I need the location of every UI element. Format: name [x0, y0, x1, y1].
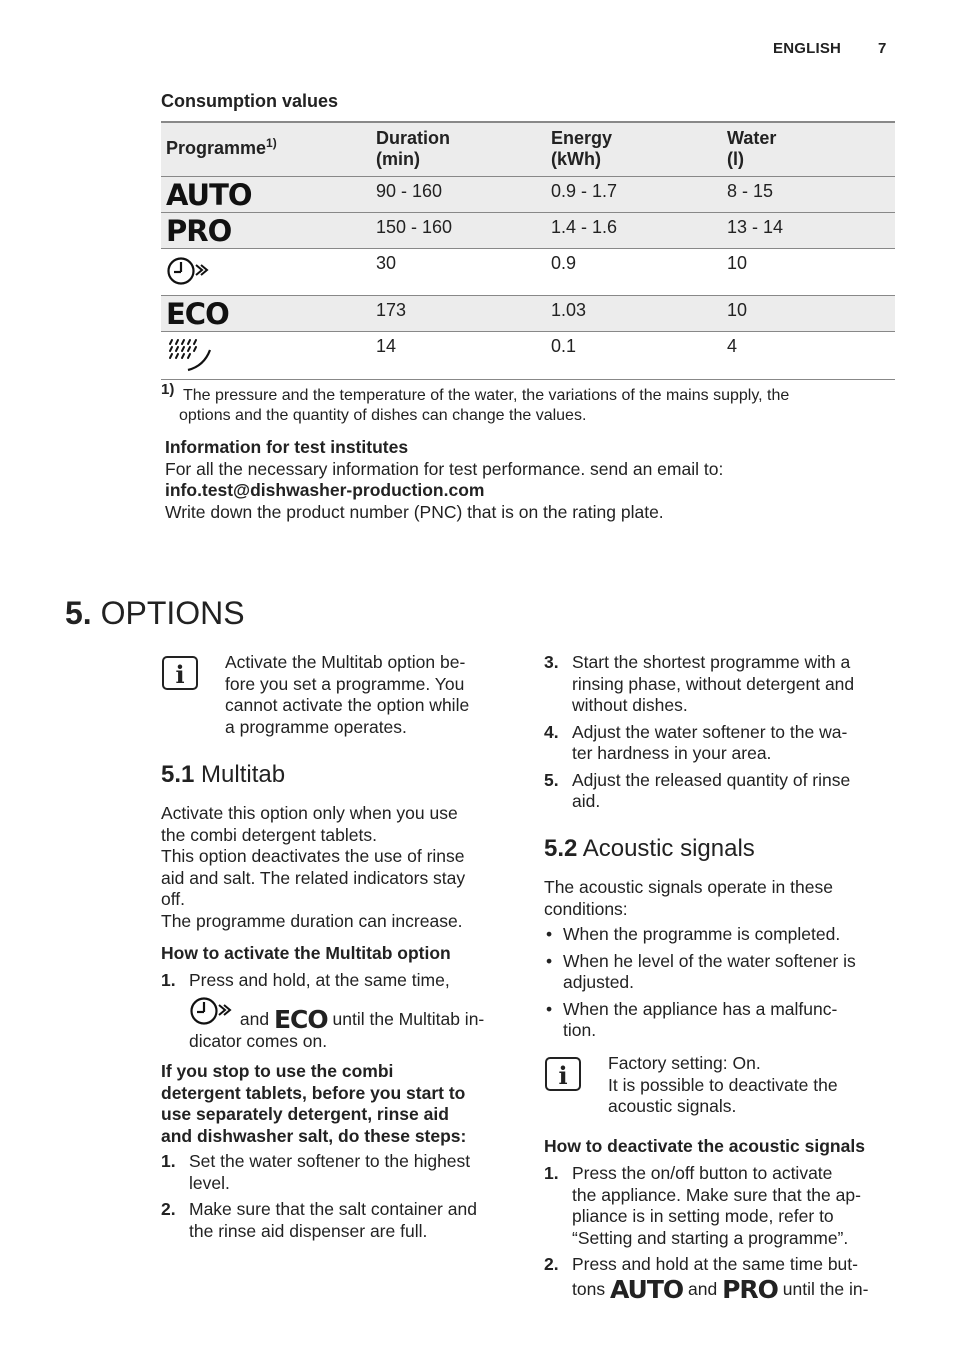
list-item [544, 999, 904, 1042]
text-line: dicator comes on. [189, 1030, 328, 1051]
note-line: fore you set a programme. You [225, 673, 465, 694]
quick-clock-icon [189, 995, 235, 1031]
text-line: rinsing phase, without detergent and [572, 673, 855, 694]
info-icon: i [162, 656, 198, 690]
text-line: ter hardness in your area. [572, 743, 772, 763]
list-item [544, 770, 904, 813]
auto-programme-icon: AUTO [161, 177, 371, 213]
stop-instructions [161, 1061, 466, 1147]
cell-duration: 14 [371, 332, 546, 380]
text-line: the appliance. Make sure that the ap- [572, 1184, 861, 1205]
footnote-marker: 1) [161, 381, 175, 398]
text-line: use separately detergent, rinse aid [161, 1104, 449, 1124]
text-line [189, 995, 521, 1034]
acoustic-heading [544, 835, 755, 863]
section-title: OPTIONS [100, 595, 245, 631]
text-line: Activate this option only when you use [161, 803, 458, 823]
auto-programme-icon: AUTO [609, 1274, 684, 1304]
text-line: and dishwasher salt, do these steps: [161, 1125, 467, 1146]
text-line [572, 1274, 904, 1304]
step-number: 1. [161, 970, 176, 990]
text-line: the combi detergent tablets. [161, 824, 377, 845]
eco-programme-icon: ECO [273, 1004, 328, 1034]
cell-energy: 1.4 - 1.6 [546, 213, 722, 249]
rinse-spray-icon [161, 332, 371, 380]
cell-energy: 0.9 - 1.7 [546, 177, 722, 213]
text-and: and [688, 1278, 718, 1299]
text-line: • When the programme is completed. [563, 924, 841, 944]
cell-water: 8 - 15 [722, 177, 895, 213]
step-number: 2. [544, 1254, 559, 1274]
stop-steps-left [161, 1151, 521, 1242]
text-line: without dishes. [572, 695, 688, 715]
info-note [225, 652, 469, 738]
text-line: Press and hold, at the same time, [189, 970, 450, 990]
table-row [161, 177, 895, 213]
step-number: 1. [161, 1151, 176, 1171]
list-item [544, 1163, 904, 1249]
multitab-heading [161, 761, 285, 789]
test-institutes-line: Write down the product number (PNC) that is on the rating plate. [165, 501, 664, 522]
info-icon: i [545, 1057, 581, 1091]
step-number: 3. [544, 652, 559, 672]
table-header-row [161, 122, 895, 177]
step-number: 1. [544, 1163, 559, 1183]
text-line: the rinse aid dispenser are full. [189, 1220, 428, 1241]
list-item [544, 924, 904, 946]
cell-water: 10 [722, 296, 895, 332]
text-line: • When the appliance has a malfunc- [563, 998, 838, 1019]
eco-programme-icon: ECO [161, 296, 371, 332]
text-line: pliance is in setting mode, refer to [572, 1206, 834, 1226]
cell-energy: 0.1 [546, 332, 722, 380]
col-energy: Energy (kWh) [546, 122, 722, 177]
list-item [161, 1151, 521, 1194]
test-institutes-title: Information for test institutes [165, 437, 409, 457]
text-line: tion. [563, 1020, 597, 1040]
text-line: The programme duration can increase. [161, 910, 463, 931]
text-and: and [239, 1008, 270, 1029]
text-line: • When he level of the water softener is [563, 950, 856, 971]
note-line: cannot activate the option while [225, 695, 470, 715]
multitab-how-title: How to activate the Multitab option [161, 943, 451, 963]
text-line: conditions: [544, 898, 628, 919]
text-line: If you stop to use the combi [161, 1061, 394, 1081]
text-line: Adjust the water softener to the wa- [572, 721, 848, 742]
heading-number: 5.2 [544, 835, 578, 862]
text-line: aid. [572, 791, 601, 811]
note-line: Factory setting: On. [608, 1053, 761, 1073]
stop-steps-right [544, 652, 904, 813]
step-number: 4. [544, 721, 559, 742]
list-item [544, 1254, 904, 1304]
table-row [161, 213, 895, 249]
step-number: 5. [544, 769, 559, 790]
cell-energy: 0.9 [546, 249, 722, 296]
quick-clock-icon [161, 249, 371, 296]
consumption-table [161, 121, 895, 380]
col-programme: Programme$^{1)}$ [161, 122, 371, 177]
cell-energy: 1.03 [546, 296, 722, 332]
text-tail: until the in- [782, 1278, 869, 1299]
text-line: Set the water softener to the highest [189, 1151, 471, 1171]
table-row [161, 332, 895, 380]
cell-duration: 90 - 160 [371, 177, 546, 213]
text-line: level. [189, 1172, 230, 1193]
col-duration: Duration (min) [371, 122, 546, 177]
pro-programme-icon: PRO [161, 213, 371, 249]
acoustic-how-title: How to deactivate the acoustic signals [544, 1136, 865, 1156]
table-row [161, 296, 895, 332]
text-tail: until the Multitab in- [332, 1008, 485, 1029]
multitab-activate-step [161, 970, 521, 1052]
section-heading [65, 595, 245, 632]
col-water: Water (l) [722, 122, 895, 177]
footnote-line-1: The pressure and the temperature of the water, the variations of the mains supply, the [183, 387, 790, 404]
footnote-line-2: options and the quantity of dishes can change the values. [179, 407, 587, 424]
text-line: aid and salt. The related indicators stay [161, 867, 466, 888]
note-line: a programme operates. [225, 716, 407, 737]
note-line: It is possible to deactivate the [608, 1074, 838, 1095]
header-language: ENGLISH [773, 40, 842, 57]
acoustic-intro [544, 877, 833, 920]
text-line: Press and hold at the same time but- [572, 1254, 858, 1274]
text-line: Adjust the released quantity of rinse [572, 769, 851, 790]
acoustic-conditions [544, 924, 904, 1042]
cell-water: 10 [722, 249, 895, 296]
list-item [544, 722, 904, 765]
step-number: 2. [161, 1199, 176, 1219]
note-line: Activate the Multitab option be- [225, 652, 466, 672]
list-item [544, 652, 904, 717]
section-number: 5. [65, 595, 92, 631]
text-line: detergent tablets, before you start to [161, 1082, 466, 1103]
text-line: This option deactivates the use of rinse [161, 846, 465, 866]
cell-duration: 150 - 160 [371, 213, 546, 249]
page-number: 7 [878, 40, 887, 57]
cell-duration: 173 [371, 296, 546, 332]
text-line: adjusted. [563, 972, 635, 992]
heading-number: 5.1 [161, 761, 195, 788]
cell-duration: 30 [371, 249, 546, 296]
text-line: “Setting and starting a programme”. [572, 1227, 849, 1248]
cell-water: 13 - 14 [722, 213, 895, 249]
heading-title: Multitab [201, 761, 286, 788]
consumption-title: Consumption values [161, 91, 339, 111]
list-item [161, 1199, 521, 1242]
test-institutes-line: For all the necessary information for test performance. send an email to: [165, 458, 724, 479]
text-pre: tons [572, 1278, 606, 1299]
text-line: Start the shortest programme with a [572, 652, 851, 672]
list-item [544, 951, 904, 994]
text-line: The acoustic signals operate in these [544, 877, 833, 897]
multitab-description [161, 803, 465, 932]
test-institutes [165, 437, 723, 523]
text-line: off. [161, 889, 186, 909]
cell-water: 4 [722, 332, 895, 380]
acoustic-steps [544, 1163, 904, 1304]
list-item [161, 970, 521, 1052]
text-line: Make sure that the salt container and [189, 1199, 477, 1219]
test-institutes-email[interactable]: info.test@dishwasher-production.com [165, 480, 485, 500]
pro-programme-icon: PRO [722, 1274, 778, 1304]
acoustic-note [608, 1053, 838, 1118]
table-row [161, 249, 895, 296]
note-line: acoustic signals. [608, 1096, 737, 1116]
text-line: Press the on/off button to activate [572, 1163, 833, 1183]
heading-title: Acoustic signals [582, 835, 755, 862]
